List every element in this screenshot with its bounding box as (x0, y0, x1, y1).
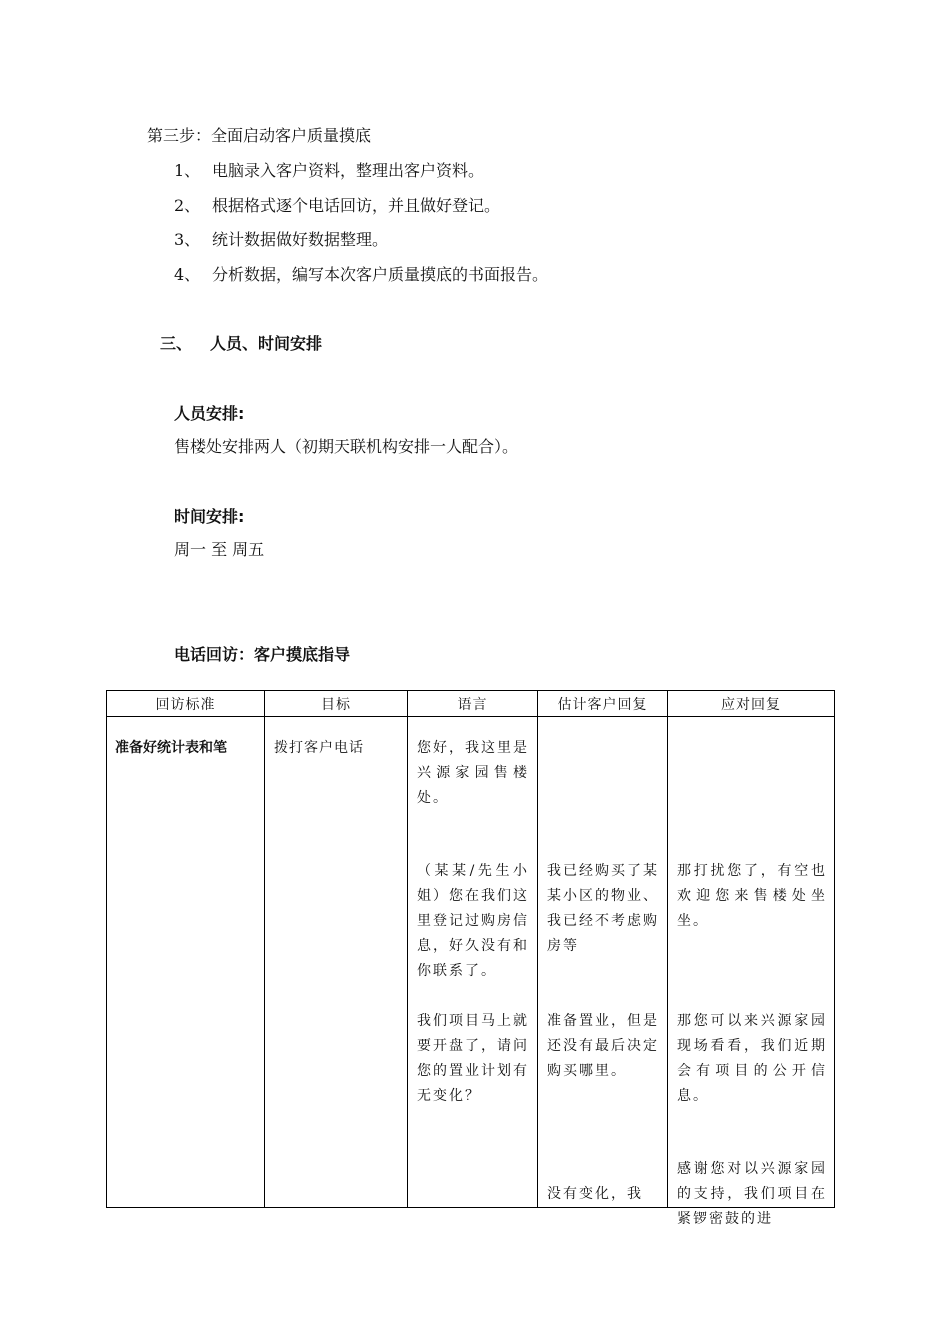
step3-item-3 (174, 230, 388, 250)
reply-line: 我已经购买了某某小区的物业、我已经不考虑购房等 (547, 863, 659, 954)
response-cell (668, 717, 835, 1227)
item-number: 3、 (174, 230, 201, 249)
section-title: 人员、时间安排 (210, 334, 323, 353)
response-line: 感谢您对以兴源家园的支持，我们项目在紧锣密鼓的进 (677, 1161, 827, 1227)
item-number: 1、 (174, 161, 201, 180)
column-header: 语言 (408, 691, 538, 717)
language-line: 我们项目马上就要开盘了，请问您的置业计划有无变化？ (417, 1013, 529, 1104)
reply-line: 没有变化，我 (547, 1186, 643, 1202)
table-row (107, 717, 835, 1208)
response-line: 那打扰您了，有空也欢迎您来售楼处坐坐。 (677, 863, 827, 929)
goal-cell (265, 717, 408, 1208)
item-text: 分析数据，编写本次客户质量摸底的书面报告。 (212, 265, 549, 284)
column-header: 应对回复 (668, 691, 835, 717)
item-number: 4、 (174, 265, 201, 284)
reply-cell (538, 717, 668, 1208)
step3-item-2 (174, 196, 500, 216)
response-line: 那您可以来兴源家园现场看看，我们近期会有项目的公开信息。 (677, 1013, 827, 1104)
guide-heading: 电话回访：客户摸底指导 (174, 645, 351, 664)
language-line: 您好，我这里是兴源家园售楼处。 (417, 740, 529, 806)
step3-item-4 (174, 265, 548, 285)
step3-item-1 (174, 161, 484, 181)
reply-line: 准备置业，但是还没有最后决定购买哪里。 (547, 1013, 659, 1079)
column-header: 目标 (265, 691, 408, 717)
column-header: 回访标准 (107, 691, 265, 717)
section-3-heading (160, 334, 322, 354)
time-text: 周一 至 周五 (174, 540, 265, 559)
time-heading: 时间安排: (174, 507, 245, 526)
item-text: 统计数据做好数据整理。 (212, 230, 389, 249)
staff-text: 售楼处安排两人（初期天联机构安排一人配合）。 (174, 437, 519, 456)
section-number: 三、 (160, 334, 193, 353)
item-text: 电脑录入客户资料，整理出客户资料。 (212, 161, 485, 180)
standard-cell (107, 717, 265, 1208)
standard-text: 准备好统计表和笔 (115, 740, 227, 756)
item-text: 根据格式逐个电话回访，并且做好登记。 (212, 196, 501, 215)
staff-heading: 人员安排: (174, 404, 245, 423)
language-line: （某某/先生小姐）您在我们这里登记过购房信息，好久没有和你联系了。 (417, 863, 529, 979)
phone-guide-table (106, 690, 835, 1227)
goal-text: 拨打客户电话 (274, 740, 364, 756)
step3-title: 第三步：全面启动客户质量摸底 (147, 126, 372, 145)
language-cell (408, 717, 538, 1208)
item-number: 2、 (174, 196, 201, 215)
column-header: 估计客户回复 (538, 691, 668, 717)
table-header-row (107, 691, 835, 717)
